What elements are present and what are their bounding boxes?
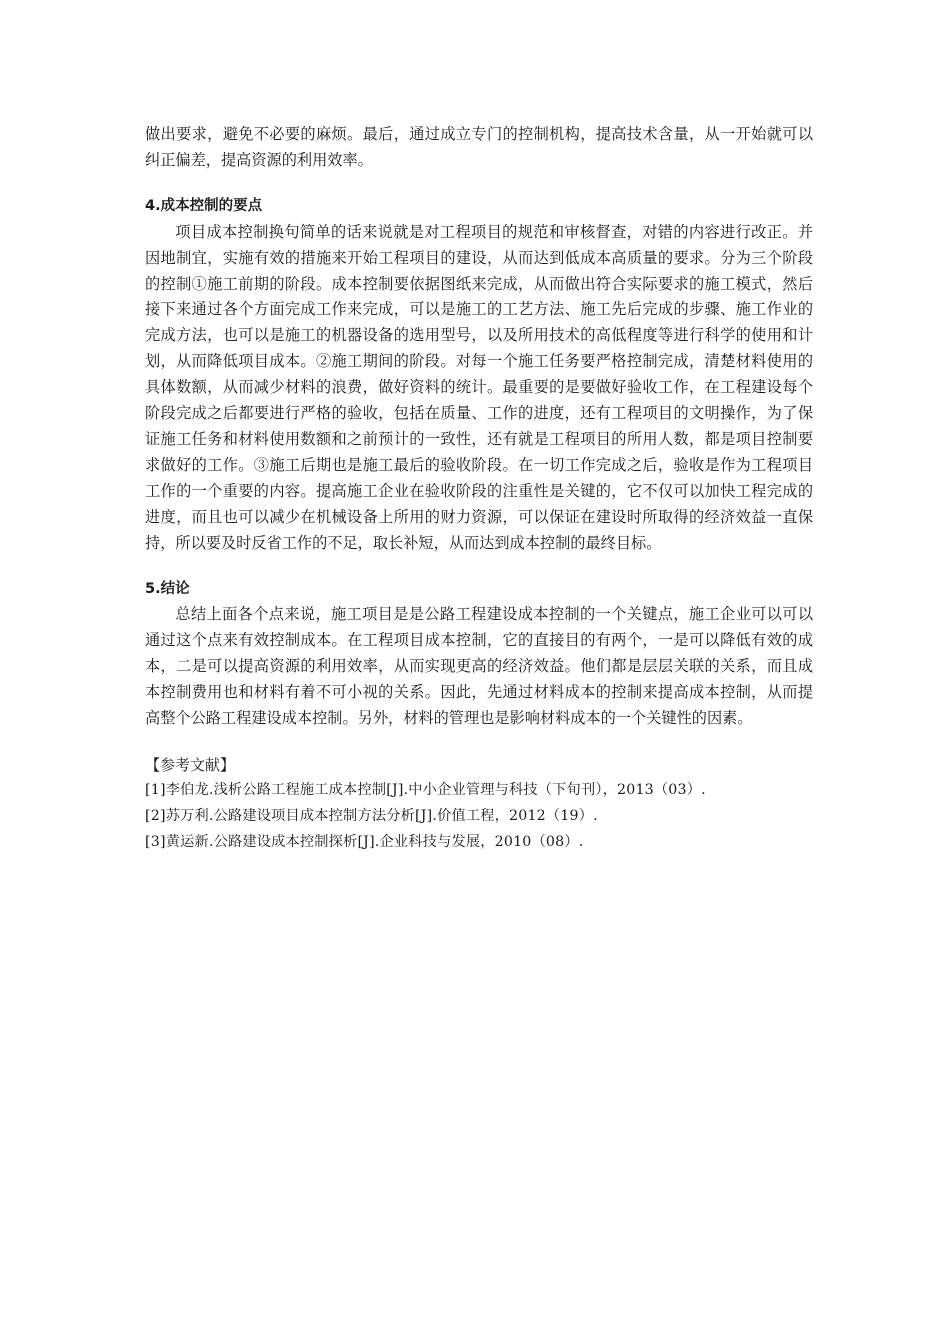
section-4-paragraph: 项目成本控制换句简单的话来说就是对工程项目的规范和审核督查，对错的内容进行改正。并因地制宜，实施有效的措施来开始工程项目的建设，从而达到低成本高质量的要求。分为三个阶段的控制①施工前期的阶段。成本控制要依据图纸来完成，从而做出符合实际要求的施工模式，然后接下来通过各个方面完成工作来完成，可以是施工的工艺方法、施工先后完成的步骤、施工作业的完成方法，也可以是施工的机器设备的选用型号，以及所用技术的高低程度等进行科学的使用和计划，从而降低项目成本。②施工期间的阶段。对每一个施工任务要严格控制完成，清楚材料使用的具体数额，从而减少材料的浪费，做好资料的统计。最重要的是要做好验收工作，在工程建设每个阶段完成之后都要进行严格的验收，包括在质量、工作的进度，还有工程项目的文明操作，为了保证施工任务和材料使用数额和之前预计的一致性，还有就是工程项目的所用人数，都是项目控制要求做好的工作。③施工后期也是施工最后的验收阶段。在一切工作完成之后，验收是作为工程项目工作的一个重要的内容。提高施工企业在验收阶段的注重性是关键的，它不仅可以加快工程完成的进度，而且也可以减少在机械设备上所用的财力资源，可以保证在建设时所取得的经济效益一直保持，所以要及时反省工作的不足，取长补短，从而达到成本控制的最终目标。 bbox=[145, 222, 813, 552]
reference-item: [2]苏万利.公路建设项目成本控制方法分析[J].价值工程，2012（19）. bbox=[145, 807, 598, 824]
document-page bbox=[145, 122, 813, 856]
spacer bbox=[145, 732, 813, 752]
section-4-heading: 4.成本控制的要点 bbox=[145, 197, 263, 214]
section-5-heading: 5.结论 bbox=[145, 580, 190, 597]
references-list bbox=[145, 778, 813, 856]
reference-item: [1]李伯龙.浅析公路工程施工成本控制[J].中小企业管理与科技（下旬刊），2013（03）. bbox=[145, 781, 706, 798]
intro-paragraph: 做出要求，避免不必要的麻烦。最后，通过成立专门的控制机构，提高技术含量，从一开始就可以纠正偏差，提高资源的利用效率。 bbox=[145, 125, 813, 169]
spacer bbox=[145, 174, 813, 194]
reference-item: [3]黄运新.公路建设成本控制探析[J].企业科技与发展，2010（08）. bbox=[145, 833, 584, 850]
section-5-paragraph: 总结上面各个点来说，施工项目是是公路工程建设成本控制的一个关键点，施工企业可以可以通过这个点来有效控制成本。在工程项目成本控制，它的直接目的有两个，一是可以降低有效的成本，二是可以提高资源的利用效率，从而实现更高的经济效益。他们都是层层关联的关系，而且成本控制费用也和材料有着不可小视的关系。因此，先通过材料成本的控制来提高成本控制，从而提高整个公路工程建设成本控制。另外，材料的管理也是影响材料成本的一个关键性的因素。 bbox=[145, 605, 813, 728]
references-title: 【参考文献】 bbox=[145, 755, 236, 774]
spacer bbox=[145, 557, 813, 577]
